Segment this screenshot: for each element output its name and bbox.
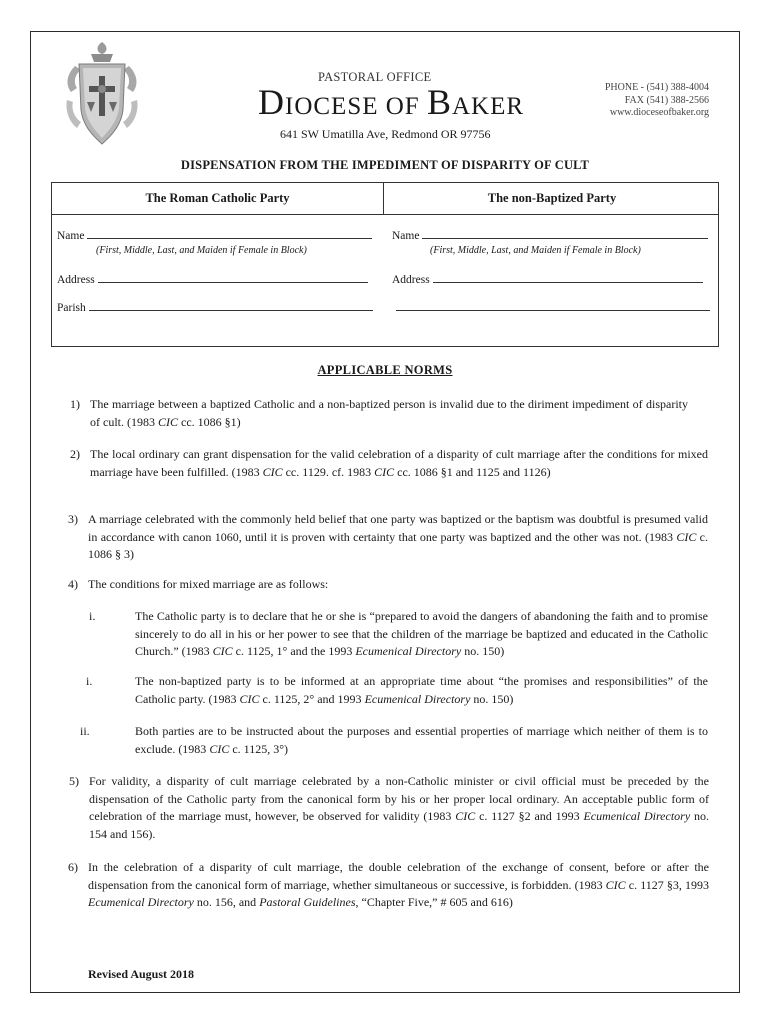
condition-text: c. 1125, 2° and 1993	[259, 691, 365, 706]
norm-5	[69, 773, 709, 843]
applicable-norms-heading: APPLICABLE NORMS	[317, 363, 453, 377]
cic-ref: CIC	[212, 644, 233, 658]
address-line[interactable]	[98, 273, 368, 283]
condition-text: The Catholic party is to declare that he or she is “prepared to avoid the dangers of abandoning the faith and to promise sincerely to do all in his or her power to see that the children of the marriage be baptized and educated in the Catholic Church.” (1983	[135, 609, 708, 658]
norm-text: The local ordinary can grant dispensation for the valid celebration of a disparity of cult marriage after the conditions for mixed marriage have been fulfilled. (1983	[90, 447, 708, 479]
diocese-name	[258, 84, 524, 120]
norm-number: 4)	[68, 577, 78, 591]
parish-label: Parish	[57, 302, 86, 314]
condition-i	[89, 608, 708, 661]
condition-text: Both parties are to be instructed about the purposes and essential properties of marriage which neither of them is to exclude. (1983	[135, 724, 708, 756]
catholic-address-field[interactable]	[57, 273, 368, 286]
phone-number: PHONE - (541) 388-4004	[604, 82, 709, 93]
office-address: 641 SW Umatilla Ave, Redmond OR 97756	[280, 127, 491, 141]
cic-ref: CIC	[262, 464, 283, 479]
name-label: Name	[392, 230, 420, 242]
catholic-name-field[interactable]	[57, 229, 372, 242]
condition-text: The non-baptized party is to be informed at an appropriate time about “the promises and responsibilities” of the Catholic party. (1983	[135, 674, 708, 706]
norm-text: The conditions for mixed marriage are as follows:	[88, 577, 329, 591]
norm-6	[68, 859, 709, 912]
diocese-name-part-2: AKER	[451, 93, 525, 120]
website-link[interactable]: www.dioceseofbaker.org	[609, 107, 709, 118]
ecumenical-directory-ref: Ecumenical Directory	[355, 644, 462, 658]
pastoral-guidelines-ref: Pastoral Guidelines	[259, 895, 356, 909]
ecumenical-directory-ref: Ecumenical Directory	[88, 895, 194, 909]
diocese-initial-d: D	[258, 82, 285, 122]
roman-numeral: i.	[89, 609, 96, 623]
norm-text: cc. 1086 §1 and 1125 and 1126)	[394, 464, 551, 479]
norm-text: For validity, a disparity of cult marriage celebrated by a non-Catholic minister or civil official must be preceded by the dispensation of the Catholic party from the canonical form by his or her proper local ordinary. An acceptable public form of celebration of the marriage must, however, be observed for validity (1983	[89, 774, 709, 823]
roman-numeral: ii.	[80, 724, 90, 738]
norm-2	[70, 446, 708, 481]
condition-text: c. 1125, 3°)	[229, 741, 289, 756]
diocese-name-part-1: IOCESE OF	[285, 93, 427, 120]
cic-ref: CIC	[676, 529, 697, 544]
norm-1	[70, 396, 688, 431]
non-baptized-name-hint: (First, Middle, Last, and Maiden if Female in Block)	[430, 245, 641, 256]
norm-number: 6)	[68, 860, 78, 874]
non-baptized-address-field[interactable]	[392, 273, 703, 286]
non-baptized-extra-field[interactable]	[396, 301, 710, 314]
norm-text: In the celebration of a disparity of cult marriage, the double celebration of the exchange of consent, before or after the dispensation from the canonical form of marriage, whether simultaneous or successive, is forbidden. (1983	[88, 860, 709, 892]
cic-ref: CIC	[455, 809, 476, 823]
document-title: DISPENSATION FROM THE IMPEDIMENT OF DISPARITY OF CULT	[180, 158, 590, 172]
condition-iii	[80, 723, 708, 758]
norm-text: c. 1127 §3, 1993	[625, 877, 709, 892]
address-label: Address	[57, 274, 95, 286]
fax-number: FAX (541) 388-2566	[624, 94, 709, 106]
norm-text: no. 156, and	[193, 895, 260, 909]
name-line[interactable]	[87, 229, 372, 239]
party-info-table	[51, 182, 719, 347]
norm-text: cc. 1086 §1)	[178, 414, 241, 429]
norm-number: 3)	[68, 512, 78, 526]
catholic-party-heading: The Roman Catholic Party	[145, 191, 290, 205]
diocese-initial-b: B	[426, 82, 452, 122]
address-line[interactable]	[433, 273, 703, 283]
condition-ii	[86, 673, 708, 708]
revision-date: Revised August 2018	[88, 967, 195, 981]
contact-block	[598, 82, 709, 120]
norm-text: The marriage between a baptized Catholic and a non-baptized person is invalid due to the diriment impediment of disparity of cult. (1983	[90, 397, 688, 429]
cic-ref: CIC	[209, 741, 230, 756]
blank-line[interactable]	[396, 301, 710, 311]
parish-line[interactable]	[89, 301, 373, 311]
norm-text: cc. 1129. cf. 1983	[282, 464, 375, 479]
norm-text: A marriage celebrated with the commonly held belief that one party was baptized or the baptism was doubtful is presumed valid in accordance with canon 1060, until it is proven with certainty that one party was baptized and the other was not. (1983	[88, 512, 708, 544]
norm-number: 2)	[70, 447, 80, 461]
cic-ref: CIC	[158, 414, 179, 429]
norm-4	[68, 576, 688, 594]
norm-3	[68, 511, 709, 564]
roman-numeral: i.	[86, 674, 93, 688]
cic-ref: CIC	[239, 691, 260, 706]
norm-number: 1)	[70, 397, 80, 411]
catholic-name-hint: (First, Middle, Last, and Maiden if Female in Block)	[96, 245, 307, 256]
name-line[interactable]	[422, 229, 708, 239]
condition-text: c. 1125, 1° and the 1993	[232, 644, 356, 658]
cic-ref: CIC	[605, 877, 626, 892]
norm-number: 5)	[69, 774, 79, 788]
ecumenical-directory-ref: Ecumenical Directory	[583, 809, 691, 823]
norm-text: c. 1127 §2 and 1993	[475, 809, 584, 823]
norm-text: c. 1086 § 3)	[88, 529, 709, 561]
diocese-crest-icon	[63, 40, 141, 148]
name-label: Name	[57, 230, 85, 242]
condition-text: no. 150)	[470, 691, 514, 706]
cic-ref: CIC	[374, 464, 395, 479]
non-baptized-party-heading: The non-Baptized Party	[487, 191, 617, 205]
address-label: Address	[392, 274, 430, 286]
norm-text: , “Chapter Five,” # 605 and 616)	[355, 895, 513, 909]
ecumenical-directory-ref: Ecumenical Directory	[364, 691, 471, 706]
non-baptized-name-field[interactable]	[392, 229, 708, 242]
pastoral-office-label: PASTORAL OFFICE	[318, 70, 432, 84]
norm-text: no. 154 and 156).	[89, 809, 709, 841]
catholic-parish-field[interactable]	[57, 301, 373, 314]
condition-text: no. 150)	[461, 644, 505, 658]
